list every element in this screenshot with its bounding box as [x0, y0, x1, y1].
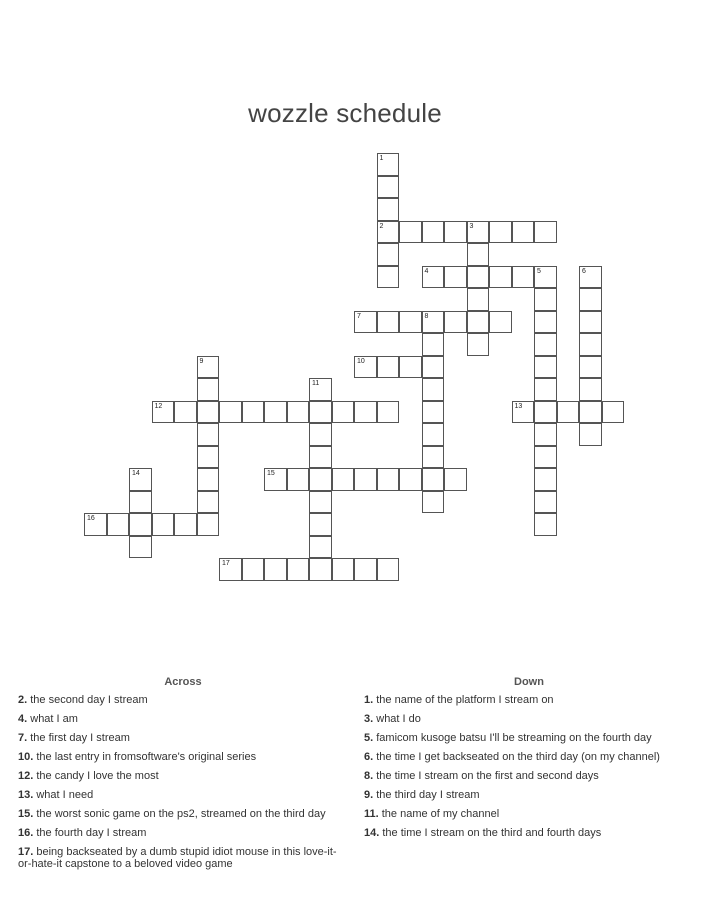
- grid-cell[interactable]: [309, 558, 332, 581]
- grid-cell[interactable]: [309, 378, 332, 401]
- grid-cell[interactable]: [264, 468, 287, 491]
- grid-cell[interactable]: [197, 378, 220, 401]
- cell-number: 14: [132, 470, 140, 477]
- cell-number: 10: [357, 357, 365, 365]
- grid-cell[interactable]: [422, 423, 445, 446]
- clue-number: 9.: [364, 789, 374, 801]
- grid-cell[interactable]: [377, 198, 400, 221]
- grid-cell[interactable]: [309, 491, 332, 514]
- grid-cell[interactable]: [422, 266, 445, 289]
- grid-cell[interactable]: [467, 266, 490, 289]
- grid-cell[interactable]: [332, 468, 355, 491]
- clue-text: the second day I stream: [27, 694, 148, 706]
- grid-cell[interactable]: [287, 558, 310, 581]
- grid-cell[interactable]: [309, 401, 332, 424]
- grid-cell[interactable]: [129, 491, 152, 514]
- grid-cell[interactable]: [399, 356, 422, 379]
- clue-item: [18, 808, 348, 820]
- grid-cell[interactable]: [354, 558, 377, 581]
- grid-cell[interactable]: [534, 468, 557, 491]
- clue-item: [18, 751, 348, 763]
- clue-item: [18, 789, 348, 801]
- grid-cell[interactable]: [467, 288, 490, 311]
- grid-cell[interactable]: [579, 423, 602, 446]
- clue-text: the name of my channel: [378, 808, 500, 820]
- clue-text: the first day I stream: [27, 732, 130, 744]
- grid-cell[interactable]: [534, 356, 557, 379]
- grid-cell[interactable]: [444, 468, 467, 491]
- grid-cell[interactable]: [377, 401, 400, 424]
- clue-text: the name of the platform I stream on: [373, 694, 554, 706]
- grid-cell[interactable]: [197, 401, 220, 424]
- grid-cell[interactable]: [399, 221, 422, 244]
- grid-cell[interactable]: [579, 333, 602, 356]
- clue-number: 4.: [18, 713, 28, 725]
- grid-cell[interactable]: [489, 266, 512, 289]
- grid-cell[interactable]: [377, 356, 400, 379]
- cell-number: 7: [357, 312, 361, 320]
- grid-cell[interactable]: [512, 401, 535, 424]
- clue-item: [364, 751, 694, 763]
- down-clues: [364, 676, 694, 846]
- grid-cell[interactable]: [467, 221, 490, 244]
- grid-cell[interactable]: [422, 378, 445, 401]
- grid-cell[interactable]: [287, 468, 310, 491]
- cell-number: 2: [379, 222, 384, 230]
- grid-cell[interactable]: [534, 288, 557, 311]
- grid-cell[interactable]: [444, 311, 467, 334]
- grid-cell[interactable]: [219, 558, 242, 581]
- grid-cell[interactable]: [309, 446, 332, 469]
- clue-number: 8.: [364, 770, 374, 782]
- grid-cell[interactable]: [422, 311, 445, 334]
- grid-cell[interactable]: [152, 401, 175, 424]
- grid-cell[interactable]: [332, 558, 355, 581]
- clue-item: [18, 827, 348, 839]
- grid-cell[interactable]: [557, 401, 580, 424]
- grid-cell[interactable]: [197, 491, 220, 514]
- grid-cell[interactable]: [534, 446, 557, 469]
- cell-number: 9: [199, 357, 204, 365]
- grid-cell[interactable]: [602, 401, 625, 424]
- clue-number: 17.: [18, 846, 34, 858]
- cell-number: 4: [424, 267, 429, 275]
- clue-number: 6.: [364, 751, 374, 763]
- grid-cell[interactable]: [309, 536, 332, 559]
- grid-cell[interactable]: [354, 401, 377, 424]
- across-clues: [18, 676, 348, 877]
- grid-cell[interactable]: [534, 401, 557, 424]
- down-clue-list: [364, 694, 694, 839]
- grid-cell[interactable]: [377, 243, 400, 266]
- grid-cell[interactable]: [444, 221, 467, 244]
- clue-text: what I do: [373, 713, 421, 725]
- clue-number: 10.: [18, 751, 34, 763]
- grid-cell[interactable]: [197, 446, 220, 469]
- clue-item: [18, 770, 348, 782]
- grid-cell[interactable]: [309, 423, 332, 446]
- grid-cell[interactable]: [377, 311, 400, 334]
- grid-cell[interactable]: [534, 378, 557, 401]
- clue-item: [18, 694, 348, 706]
- grid-cell[interactable]: [219, 401, 242, 424]
- grid-cell[interactable]: [512, 266, 535, 289]
- clue-text: the time I stream on the first and second days: [373, 770, 599, 782]
- grid-cell[interactable]: [287, 401, 310, 424]
- cell-number: 11: [312, 380, 320, 387]
- grid-cell[interactable]: [422, 491, 445, 514]
- clue-item: [18, 846, 348, 870]
- grid-cell[interactable]: [377, 266, 400, 289]
- grid-cell[interactable]: [579, 401, 602, 424]
- clue-number: 2.: [18, 694, 28, 706]
- clue-item: [364, 770, 694, 782]
- grid-cell[interactable]: [467, 311, 490, 334]
- grid-cell[interactable]: [399, 468, 422, 491]
- clue-text: being backseated by a dumb stupid idiot mouse in this love-it-or-hate-it capstone to a beloved video game: [18, 846, 337, 870]
- clue-text: the third day I stream: [373, 789, 480, 801]
- grid-cell[interactable]: [242, 401, 265, 424]
- cell-number: 6: [582, 267, 586, 275]
- grid-cell[interactable]: [309, 468, 332, 491]
- grid-cell[interactable]: [534, 333, 557, 356]
- grid-cell[interactable]: [174, 513, 197, 536]
- grid-cell[interactable]: [197, 513, 220, 536]
- clue-item: [364, 732, 694, 744]
- grid-cell[interactable]: [332, 401, 355, 424]
- grid-cell[interactable]: [579, 266, 602, 289]
- grid-cell[interactable]: [534, 491, 557, 514]
- cell-number: 17: [222, 560, 230, 567]
- grid-cell[interactable]: [399, 311, 422, 334]
- grid-cell[interactable]: [534, 266, 557, 289]
- clue-number: 15.: [18, 808, 34, 820]
- grid-cell[interactable]: [422, 468, 445, 491]
- grid-cell[interactable]: [579, 378, 602, 401]
- clue-item: [364, 694, 694, 706]
- clue-text: what I need: [33, 789, 94, 801]
- clue-number: 11.: [364, 808, 379, 820]
- clue-number: 3.: [364, 713, 374, 725]
- grid-cell[interactable]: [444, 266, 467, 289]
- clue-item: [18, 713, 348, 725]
- clue-item: [18, 732, 348, 744]
- clue-text: the last entry in fromsoftware's original series: [33, 751, 257, 763]
- grid-cell[interactable]: [264, 558, 287, 581]
- cell-number: 3: [469, 222, 474, 230]
- grid-cell[interactable]: [129, 468, 152, 491]
- clue-number: 7.: [18, 732, 28, 744]
- clue-number: 14.: [364, 827, 380, 839]
- grid-cell[interactable]: [422, 221, 445, 244]
- grid-cell[interactable]: [377, 468, 400, 491]
- grid-cell[interactable]: [422, 446, 445, 469]
- clue-text: what I am: [27, 713, 78, 725]
- cell-number: 15: [267, 470, 275, 477]
- cell-number: 1: [379, 155, 384, 162]
- grid-cell[interactable]: [354, 356, 377, 379]
- grid-cell[interactable]: [512, 221, 535, 244]
- clue-text: the candy I love the most: [33, 770, 159, 782]
- grid-cell[interactable]: [197, 423, 220, 446]
- grid-cell[interactable]: [264, 401, 287, 424]
- grid-cell[interactable]: [84, 513, 107, 536]
- clue-item: [364, 808, 694, 820]
- grid-cell[interactable]: [309, 513, 332, 536]
- grid-cell[interactable]: [152, 513, 175, 536]
- grid-cell[interactable]: [377, 558, 400, 581]
- clue-number: 5.: [364, 732, 374, 744]
- clue-item: [364, 827, 694, 839]
- grid-cell[interactable]: [534, 221, 557, 244]
- grid-cell[interactable]: [129, 536, 152, 559]
- clue-number: 16.: [18, 827, 34, 839]
- grid-cell[interactable]: [197, 468, 220, 491]
- grid-cell[interactable]: [579, 311, 602, 334]
- cell-number: 5: [537, 267, 541, 275]
- grid-cell[interactable]: [467, 333, 490, 356]
- cell-number: 12: [154, 402, 163, 410]
- grid-cell[interactable]: [377, 153, 400, 176]
- grid-cell[interactable]: [377, 176, 400, 199]
- cell-number: 8: [424, 312, 429, 320]
- clue-text: the worst sonic game on the ps2, streamed on the third day: [33, 808, 326, 820]
- grid-cell[interactable]: [579, 356, 602, 379]
- clue-number: 1.: [364, 694, 374, 706]
- clue-text: famicom kusoge batsu I'll be streaming on the fourth day: [373, 732, 652, 744]
- across-heading: Across: [164, 676, 202, 688]
- cell-number: 16: [87, 515, 95, 522]
- down-heading: Down: [514, 676, 544, 688]
- grid-cell[interactable]: [197, 356, 220, 379]
- grid-cell[interactable]: [467, 243, 490, 266]
- grid-cell[interactable]: [242, 558, 265, 581]
- grid-cell[interactable]: [107, 513, 130, 536]
- grid-cell[interactable]: [129, 513, 152, 536]
- grid-cell[interactable]: [422, 333, 445, 356]
- grid-cell[interactable]: [354, 311, 377, 334]
- grid-cell[interactable]: [422, 356, 445, 379]
- clue-text: the time I get backseated on the third day (on my channel): [373, 751, 660, 763]
- grid-cell[interactable]: [354, 468, 377, 491]
- grid-cell[interactable]: [377, 221, 400, 244]
- grid-cell[interactable]: [489, 221, 512, 244]
- cell-number: 13: [514, 402, 523, 410]
- clue-item: [364, 789, 694, 801]
- grid-cell[interactable]: [422, 401, 445, 424]
- grid-cell[interactable]: [534, 513, 557, 536]
- grid-cell[interactable]: [534, 423, 557, 446]
- across-clue-list: [18, 694, 348, 870]
- grid-cell[interactable]: [579, 288, 602, 311]
- clue-text: the time I stream on the third and fourth days: [379, 827, 602, 839]
- clue-item: [364, 713, 694, 725]
- grid-cell[interactable]: [174, 401, 197, 424]
- grid-cell[interactable]: [489, 311, 512, 334]
- grid-cell[interactable]: [534, 311, 557, 334]
- clue-text: the fourth day I stream: [33, 827, 147, 839]
- clue-number: 12.: [18, 770, 34, 782]
- puzzle-title: wozzle schedule: [248, 98, 442, 128]
- clue-number: 13.: [18, 789, 34, 801]
